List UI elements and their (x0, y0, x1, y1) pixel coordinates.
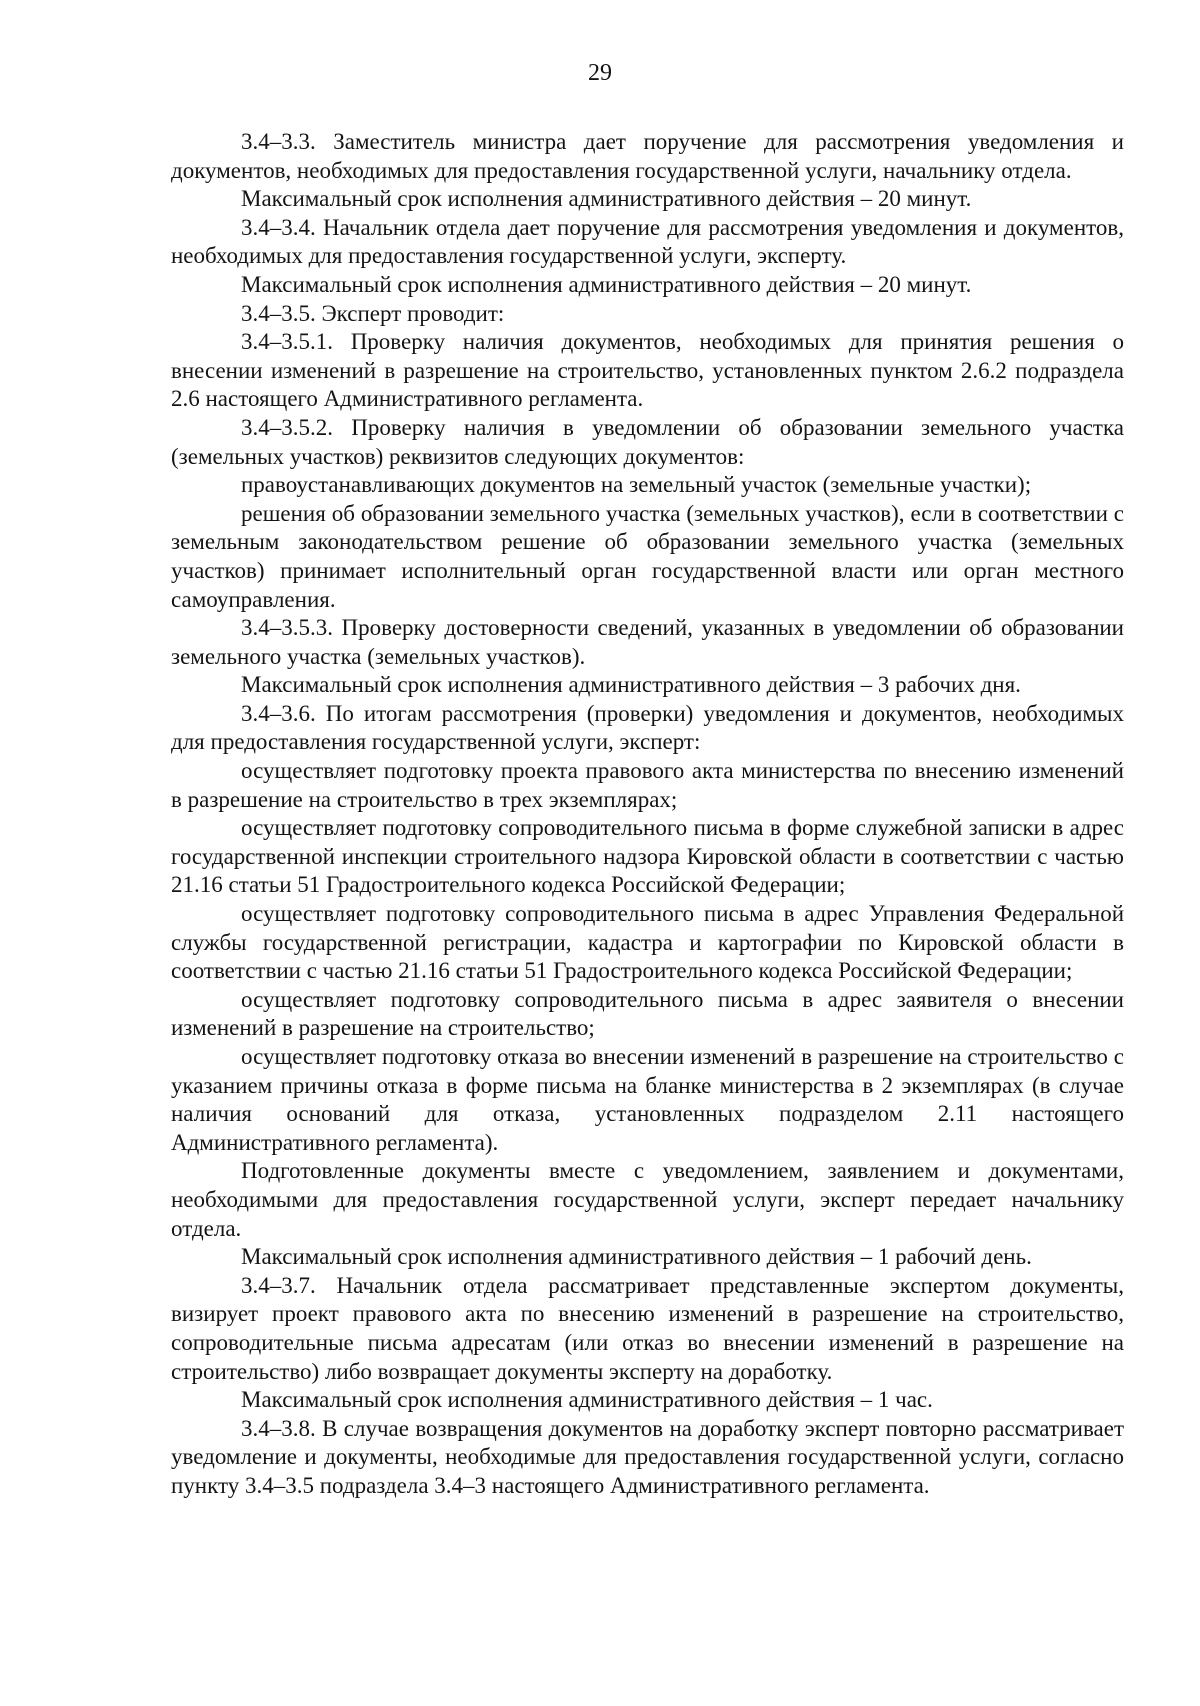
page-number: 29 (588, 60, 612, 86)
paragraph: 3.4–3.8. В случае возвращения документов на доработку эксперт повторно рассматривает уведомление и документы, необходимые для предоставления государственной услуги, согласно пункту 3.4–3.5 подраздела 3.4–3 настоящего Административного регламента. (171, 1415, 1124, 1498)
paragraph: осуществляет подготовку сопроводительного письма в адрес заявителя о внесении изменений в разрешение на строительство; (171, 986, 1124, 1041)
paragraph: Максимальный срок исполнения административного действия – 3 рабочих дня. (241, 672, 1021, 698)
paragraph: Максимальный срок исполнения административного действия – 20 минут. (241, 271, 972, 297)
paragraph: осуществляет подготовку проекта правового акта министерства по внесению изменений в разрешение на строительство в трех экземплярах; (171, 758, 1124, 812)
paragraph: Максимальный срок исполнения административного действия – 1 рабочий день. (241, 1244, 1032, 1270)
document-body (171, 128, 1124, 1501)
paragraph: 3.4–3.5.2. Проверку наличия в уведомлении об образовании земельного участка (земельных участков) реквизитов следующих документов: (171, 414, 1124, 469)
paragraph: Максимальный срок исполнения административного действия – 1 час. (241, 1387, 933, 1413)
paragraph: осуществляет подготовку сопроводительного письма в форме служебной записки в адрес государственной инспекции строительного надзора Кировской области в соответствии с частью 21.16 статьи 51 Градостроительного кодекса Российской Федерации; (171, 815, 1124, 898)
paragraph: 3.4–3.4. Начальник отдела дает поручение для рассмотрения уведомления и документов, необходимых для предоставления государственной услуги, эксперту. (171, 214, 1124, 269)
paragraph: осуществляет подготовку отказа во внесении изменений в разрешение на строительство с указанием причины отказа в форме письма на бланке министерства в 2 экземплярах (в случае наличия оснований для отказа, установленных подразделом 2.11 настоящего Административного регламента). (171, 1044, 1124, 1155)
paragraph: 3.4–3.5.3. Проверку достоверности сведений, указанных в уведомлении об образовании земельного участка (земельных участков). (171, 615, 1124, 669)
paragraph: решения об образовании земельного участка (земельных участков), если в соответствии с земельным законодательством решение об образовании земельного участка (земельных участков) принимает исполнительный орган государственной власти или орган местного самоуправления. (171, 500, 1124, 612)
paragraph: 3.4–3.7. Начальник отдела рассматривает представленные экспертом документы, визирует проект правового акта по внесению изменений в разрешение на строительство, сопроводительные письма адресатам (или отказ во внесении изменений в разрешение на строительство) либо возвращает документы эксперту на доработку. (171, 1272, 1124, 1384)
paragraph: Максимальный срок исполнения административного действия – 20 минут. (241, 186, 972, 212)
paragraph: 3.4–3.6. По итогам рассмотрения (проверки) уведомления и документов, необходимых для предоставления государственной услуги, эксперт: (171, 700, 1124, 755)
paragraph: 3.4–3.5. Эксперт проводит: (241, 300, 505, 326)
paragraph: 3.4–3.5.1. Проверку наличия документов, необходимых для принятия решения о внесении изменений в разрешение на строительство, установленных пунктом 2.6.2 подраздела 2.6 настоящего Административного регламента. (171, 329, 1124, 412)
paragraph: 3.4–3.3. Заместитель министра дает поручение для рассмотрения уведомления и документов, необходимых для предоставления государственной услуги, начальнику отдела. (171, 129, 1124, 183)
paragraph: Подготовленные документы вместе с уведомлением, заявлением и документами, необходимыми для предоставления государственной услуги, эксперт передает начальнику отдела. (171, 1158, 1124, 1241)
paragraph: правоустанавливающих документов на земельный участок (земельные участки); (241, 472, 1032, 498)
paragraph: осуществляет подготовку сопроводительного письма в адрес Управления Федеральной службы государственной регистрации, кадастра и картографии по Кировской области в соответствии с частью 21.16 статьи 51 Градостроительного кодекса Российской Федерации; (171, 901, 1124, 984)
